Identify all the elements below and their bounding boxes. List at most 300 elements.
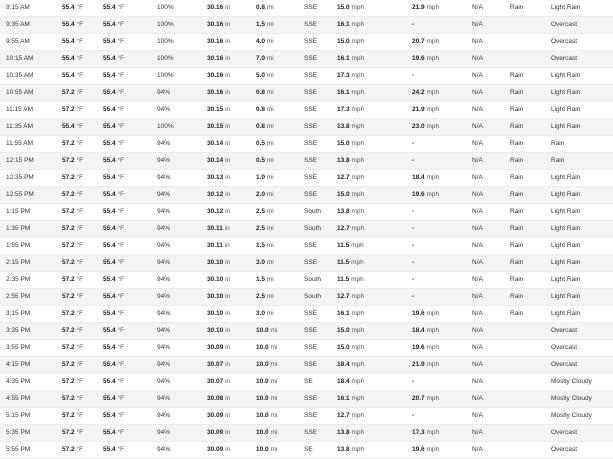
humidity-cell: 94% (157, 136, 207, 153)
visibility-value: 2.5 (256, 208, 266, 215)
visibility-value: 0.8 (256, 106, 266, 113)
visibility-unit: mi (266, 89, 274, 96)
wind-direction-cell: SSE (304, 340, 337, 357)
time-cell: 10:15 AM (0, 51, 62, 68)
visibility-cell (256, 204, 304, 221)
wind-direction-cell: SSE (304, 119, 337, 136)
wind-gust-cell (412, 0, 472, 17)
pressure-cell (207, 204, 256, 221)
events-cell: Rain (510, 102, 551, 119)
humidity-cell: 100% (157, 34, 207, 51)
temperature-unit: °F (76, 276, 84, 283)
humidity-cell: 94% (157, 306, 207, 323)
wind-gust-value: 20.7 (412, 395, 425, 402)
humidity-cell: 94% (157, 170, 207, 187)
humidity-cell: 94% (157, 289, 207, 306)
wind-speed-unit: mph (351, 446, 365, 453)
wind-speed-value: 11.5 (337, 259, 350, 266)
pressure-value: 30.10 (207, 310, 224, 317)
pressure-cell (207, 187, 256, 204)
temperature-cell (62, 204, 103, 221)
wind-direction-cell: South (304, 221, 337, 238)
wind-gust-value: - (412, 242, 415, 249)
pressure-value: 30.08 (207, 395, 224, 402)
dew-point-unit: °F (117, 4, 125, 11)
precipitation-cell: N/A (472, 374, 510, 391)
wind-direction-cell: South (304, 204, 337, 221)
visibility-unit: mi (266, 225, 274, 232)
wind-speed-cell (337, 408, 415, 425)
pressure-unit: in (225, 395, 231, 402)
dew-point-value: 55.4 (103, 123, 116, 130)
pressure-unit: in (225, 38, 231, 45)
wind-gust-unit: mph (426, 344, 440, 351)
dew-point-cell (103, 204, 157, 221)
wind-gust-value: 18.4 (412, 174, 425, 181)
wind-speed-unit: mph (351, 242, 364, 249)
wind-speed-cell (337, 323, 412, 340)
dew-point-unit: °F (117, 72, 125, 79)
dew-point-cell (103, 408, 157, 425)
time-cell: 2:35 PM (0, 272, 62, 289)
events-cell: Rain (510, 187, 551, 204)
visibility-value: 1.5 (256, 21, 266, 28)
wind-speed-unit: mph (351, 361, 365, 368)
wind-speed-value: 18.4 (337, 361, 350, 368)
visibility-unit: mi (266, 276, 274, 283)
events-cell (510, 357, 551, 374)
pressure-unit: in (225, 21, 231, 28)
temperature-value: 57.2 (62, 429, 75, 436)
events-cell (510, 425, 551, 442)
temperature-cell (62, 85, 103, 102)
time-cell: 11:35 AM (0, 119, 62, 136)
wind-speed-value: 11.5 (337, 276, 350, 283)
humidity-cell: 94% (157, 102, 207, 119)
precipitation-cell: N/A (472, 102, 510, 119)
temperature-unit: °F (76, 310, 84, 317)
wind-speed-value: 16.1 (337, 310, 350, 317)
wind-speed-cell (337, 34, 412, 51)
dew-point-value: 55.4 (103, 72, 116, 79)
visibility-value: 10.0 (256, 327, 269, 334)
pressure-value: 30.14 (207, 140, 224, 147)
precipitation-cell: N/A (472, 391, 510, 408)
visibility-cell (256, 51, 304, 68)
visibility-cell (256, 374, 304, 391)
time-cell: 1:15 PM (0, 204, 62, 221)
pressure-unit: in (225, 106, 231, 113)
wind-gust-unit: mph (426, 38, 440, 45)
events-cell (510, 374, 551, 391)
dew-point-value: 55.4 (103, 327, 116, 334)
humidity-cell: 100% (157, 119, 207, 136)
visibility-unit: mi (266, 38, 274, 45)
humidity-cell: 94% (157, 391, 207, 408)
temperature-cell (62, 34, 103, 51)
wind-speed-cell (337, 0, 412, 17)
temperature-cell (62, 238, 103, 255)
time-cell: 10:35 AM (0, 68, 62, 85)
pressure-unit: in (225, 344, 231, 351)
pressure-value: 30.13 (207, 174, 224, 181)
wind-speed-cell (337, 442, 412, 459)
events-cell (510, 34, 551, 51)
wind-gust-unit: mph (426, 4, 440, 11)
events-cell: Rain (510, 272, 551, 289)
pressure-value: 30.10 (207, 293, 224, 300)
wind-direction-cell: SSE (304, 306, 337, 323)
wind-gust-cell (412, 272, 472, 289)
dew-point-cell (103, 289, 157, 306)
wind-gust-value: 21.9 (412, 4, 425, 11)
temperature-unit: °F (76, 191, 84, 198)
dew-point-value: 55.4 (103, 310, 116, 317)
visibility-unit: mi (270, 361, 278, 368)
precipitation-cell: N/A (472, 357, 510, 374)
visibility-value: 10.0 (256, 344, 269, 351)
pressure-unit: in (225, 327, 231, 334)
wind-speed-value: 15.0 (337, 327, 350, 334)
events-cell: Rain (510, 0, 551, 17)
wind-gust-cell (412, 136, 472, 153)
time-cell: 9:15 AM (0, 0, 62, 17)
precipitation-cell: N/A (472, 306, 510, 323)
temperature-unit: °F (76, 106, 84, 113)
wind-speed-unit: mph (351, 174, 365, 181)
pressure-value: 30.10 (207, 327, 224, 334)
wind-gust-value: 18.4 (412, 327, 425, 334)
dew-point-unit: °F (117, 89, 125, 96)
conditions-cell: Overcast (551, 442, 613, 459)
wind-speed-value: 12.7 (337, 225, 350, 232)
time-cell: 11:15 AM (0, 102, 62, 119)
temperature-unit: °F (76, 259, 84, 266)
table-row (0, 221, 613, 238)
conditions-cell: Light Rain (551, 85, 613, 102)
precipitation-cell: N/A (472, 272, 510, 289)
precipitation-cell: N/A (472, 425, 510, 442)
time-cell: 5:55 PM (0, 442, 62, 459)
time-cell: 9:35 AM (0, 17, 62, 34)
wind-gust-cell (412, 238, 472, 255)
temperature-unit: °F (76, 89, 84, 96)
wind-gust-cell (412, 34, 472, 51)
conditions-cell: Overcast (551, 323, 613, 340)
temperature-cell (62, 119, 103, 136)
wind-gust-cell (412, 119, 472, 136)
events-cell: Rain (510, 119, 551, 136)
time-cell: 12:55 PM (0, 187, 62, 204)
wind-direction-cell: SSE (304, 68, 337, 85)
dew-point-unit: °F (117, 123, 125, 130)
temperature-cell (62, 425, 103, 442)
pressure-value: 30.12 (207, 191, 224, 198)
temperature-cell (62, 136, 103, 153)
wind-gust-value: 19.6 (412, 191, 425, 198)
humidity-cell: 94% (157, 340, 207, 357)
visibility-value: 2.0 (256, 191, 266, 198)
wind-gust-cell (412, 306, 472, 323)
wind-speed-cell (337, 170, 412, 187)
table-row (0, 289, 613, 306)
humidity-cell: 94% (157, 221, 207, 238)
dew-point-value: 55.4 (103, 55, 116, 62)
wind-speed-value: 17.3 (337, 72, 350, 79)
temperature-cell (62, 17, 103, 34)
dew-point-unit: °F (117, 378, 125, 385)
pressure-cell (207, 0, 256, 17)
temperature-unit: °F (76, 174, 84, 181)
pressure-unit: in (225, 208, 231, 215)
conditions-cell: Light Rain (551, 119, 613, 136)
visibility-cell (256, 391, 304, 408)
wind-speed-unit: mph (351, 106, 365, 113)
pressure-unit: in (225, 293, 231, 300)
temperature-value: 57.2 (62, 225, 75, 232)
visibility-value: 0.5 (256, 157, 266, 164)
pressure-value: 30.15 (207, 123, 224, 130)
wind-speed-unit: mph (351, 327, 365, 334)
dew-point-value: 55.4 (103, 378, 116, 385)
visibility-unit: mi (266, 242, 274, 249)
visibility-cell (256, 442, 304, 459)
pressure-value: 30.09 (207, 344, 224, 351)
wind-speed-unit: mph (351, 412, 365, 419)
visibility-cell (256, 323, 304, 340)
wind-speed-cell (337, 221, 415, 238)
dew-point-cell (103, 340, 157, 357)
wind-gust-unit: mph (426, 174, 440, 181)
temperature-unit: °F (76, 72, 84, 79)
events-cell: Rain (510, 221, 551, 238)
humidity-cell: 94% (157, 255, 207, 272)
visibility-cell (256, 34, 304, 51)
dew-point-cell (103, 425, 157, 442)
wind-speed-unit: mph (351, 89, 365, 96)
wind-gust-value: - (412, 378, 415, 385)
visibility-unit: mi (266, 72, 274, 79)
precipitation-cell: N/A (472, 221, 510, 238)
pressure-unit: in (225, 276, 231, 283)
conditions-cell: Light Rain (551, 289, 613, 306)
temperature-value: 55.4 (62, 4, 75, 11)
wind-speed-cell (337, 238, 415, 255)
wind-direction-cell: SSE (304, 391, 337, 408)
wind-speed-value: 16.1 (337, 21, 350, 28)
wind-gust-cell (412, 85, 472, 102)
visibility-value: 2.5 (256, 225, 266, 232)
conditions-cell: Light Rain (551, 238, 613, 255)
wind-gust-cell (412, 340, 472, 357)
pressure-unit: in (225, 378, 231, 385)
table-row (0, 357, 613, 374)
dew-point-value: 55.4 (103, 344, 116, 351)
temperature-cell (62, 255, 103, 272)
dew-point-cell (103, 170, 157, 187)
wind-speed-unit: mph (351, 310, 365, 317)
visibility-cell (256, 340, 304, 357)
events-cell: Rain (510, 306, 551, 323)
temperature-cell (62, 391, 103, 408)
humidity-cell: 94% (157, 272, 207, 289)
wind-speed-value: 15.0 (337, 140, 350, 147)
dew-point-unit: °F (117, 157, 125, 164)
visibility-unit: mi (266, 157, 274, 164)
humidity-cell: 94% (157, 187, 207, 204)
wind-speed-cell (337, 357, 412, 374)
wind-gust-value: - (412, 208, 415, 215)
temperature-unit: °F (76, 55, 84, 62)
pressure-value: 30.11 (207, 242, 223, 249)
humidity-cell: 94% (157, 323, 207, 340)
humidity-cell: 94% (157, 238, 207, 255)
events-cell: Rain (510, 238, 551, 255)
humidity-cell: 94% (157, 357, 207, 374)
temperature-value: 57.2 (62, 191, 75, 198)
wind-direction-cell: SSE (304, 357, 337, 374)
time-cell: 12:35 PM (0, 170, 62, 187)
visibility-unit: mi (266, 191, 274, 198)
pressure-unit: in (225, 412, 231, 419)
wind-gust-unit: mph (426, 310, 440, 317)
temperature-value: 57.2 (62, 344, 75, 351)
time-cell: 4:15 PM (0, 357, 62, 374)
visibility-cell (256, 306, 304, 323)
pressure-value: 30.07 (207, 378, 224, 385)
humidity-cell: 94% (157, 85, 207, 102)
visibility-cell (256, 289, 304, 306)
wind-gust-cell (412, 51, 472, 68)
conditions-cell: Overcast (551, 34, 613, 51)
pressure-cell (207, 255, 256, 272)
dew-point-unit: °F (117, 361, 125, 368)
temperature-unit: °F (76, 412, 84, 419)
wind-gust-value: 19.6 (412, 310, 425, 317)
wind-speed-cell (337, 340, 412, 357)
pressure-unit: in (225, 4, 231, 11)
wind-speed-value: 16.1 (337, 55, 350, 62)
wind-gust-cell (412, 102, 472, 119)
wind-direction-cell: SSE (304, 187, 337, 204)
wind-speed-value: 13.8 (337, 446, 350, 453)
wind-gust-value: 20.7 (412, 38, 425, 45)
visibility-unit: mi (270, 327, 278, 334)
temperature-value: 55.4 (62, 55, 75, 62)
visibility-value: 1.5 (256, 276, 266, 283)
dew-point-unit: °F (117, 344, 125, 351)
table-row (0, 442, 613, 459)
table-row (0, 340, 613, 357)
wind-gust-value: 23.0 (412, 123, 425, 130)
dew-point-unit: °F (117, 38, 125, 45)
visibility-value: 0.8 (256, 89, 266, 96)
conditions-cell: Overcast (551, 357, 613, 374)
visibility-unit: mi (270, 378, 278, 385)
wind-speed-unit: mph (351, 55, 365, 62)
precipitation-cell: N/A (472, 323, 510, 340)
dew-point-cell (103, 119, 157, 136)
visibility-value: 4.0 (256, 38, 266, 45)
temperature-cell (62, 170, 103, 187)
dew-point-value: 55.4 (103, 38, 116, 45)
pressure-cell (207, 170, 256, 187)
pressure-unit: in (225, 72, 231, 79)
wind-gust-unit: mph (426, 395, 440, 402)
visibility-unit: mi (266, 174, 274, 181)
dew-point-value: 55.4 (103, 361, 116, 368)
visibility-value: 10.0 (256, 429, 269, 436)
dew-point-cell (103, 374, 157, 391)
dew-point-value: 55.4 (103, 429, 116, 436)
dew-point-value: 55.4 (103, 242, 116, 249)
dew-point-cell (103, 51, 157, 68)
temperature-unit: °F (76, 4, 84, 11)
wind-gust-value: 19.6 (412, 55, 425, 62)
visibility-cell (256, 187, 304, 204)
wind-speed-value: 16.1 (337, 89, 350, 96)
pressure-value: 30.15 (207, 106, 224, 113)
dew-point-cell (103, 272, 157, 289)
wind-gust-cell (412, 357, 472, 374)
precipitation-cell: N/A (472, 17, 510, 34)
wind-direction-cell: South (304, 289, 337, 306)
wind-speed-value: 12.7 (337, 174, 350, 181)
time-cell: 5:15 PM (0, 408, 62, 425)
dew-point-value: 55.4 (103, 89, 116, 96)
wind-direction-cell: SSE (304, 51, 337, 68)
wind-speed-cell (337, 255, 415, 272)
visibility-unit: mi (266, 293, 274, 300)
wind-gust-value: - (412, 21, 415, 28)
time-cell: 4:35 PM (0, 374, 62, 391)
temperature-cell (62, 340, 103, 357)
wind-gust-unit: mph (426, 429, 440, 436)
wind-speed-cell (337, 17, 415, 34)
table-row (0, 102, 613, 119)
events-cell (510, 51, 551, 68)
temperature-cell (62, 51, 103, 68)
wind-speed-unit: mph (351, 140, 365, 147)
conditions-cell: Mostly Cloudy (551, 374, 613, 391)
pressure-unit: in (225, 140, 231, 147)
visibility-unit: mi (266, 4, 274, 11)
pressure-value: 30.09 (207, 446, 224, 453)
table-row (0, 306, 613, 323)
wind-gust-unit: mph (426, 191, 440, 198)
temperature-unit: °F (76, 293, 84, 300)
time-cell: 1:55 PM (0, 238, 62, 255)
dew-point-value: 55.4 (103, 174, 116, 181)
visibility-value: 0.8 (256, 4, 266, 11)
precipitation-cell: N/A (472, 68, 510, 85)
conditions-cell: Overcast (551, 51, 613, 68)
time-cell: 1:35 PM (0, 221, 62, 238)
events-cell: Rain (510, 204, 551, 221)
temperature-value: 57.2 (62, 412, 75, 419)
wind-speed-unit: mph (351, 208, 365, 215)
humidity-cell: 100% (157, 0, 207, 17)
time-cell: 2:15 PM (0, 255, 62, 272)
dew-point-cell (103, 238, 157, 255)
dew-point-value: 55.4 (103, 412, 116, 419)
table-row (0, 17, 613, 34)
wind-speed-cell (337, 289, 415, 306)
events-cell (510, 408, 551, 425)
visibility-unit: mi (266, 106, 274, 113)
wind-gust-cell (412, 204, 472, 221)
wind-speed-cell (337, 204, 415, 221)
